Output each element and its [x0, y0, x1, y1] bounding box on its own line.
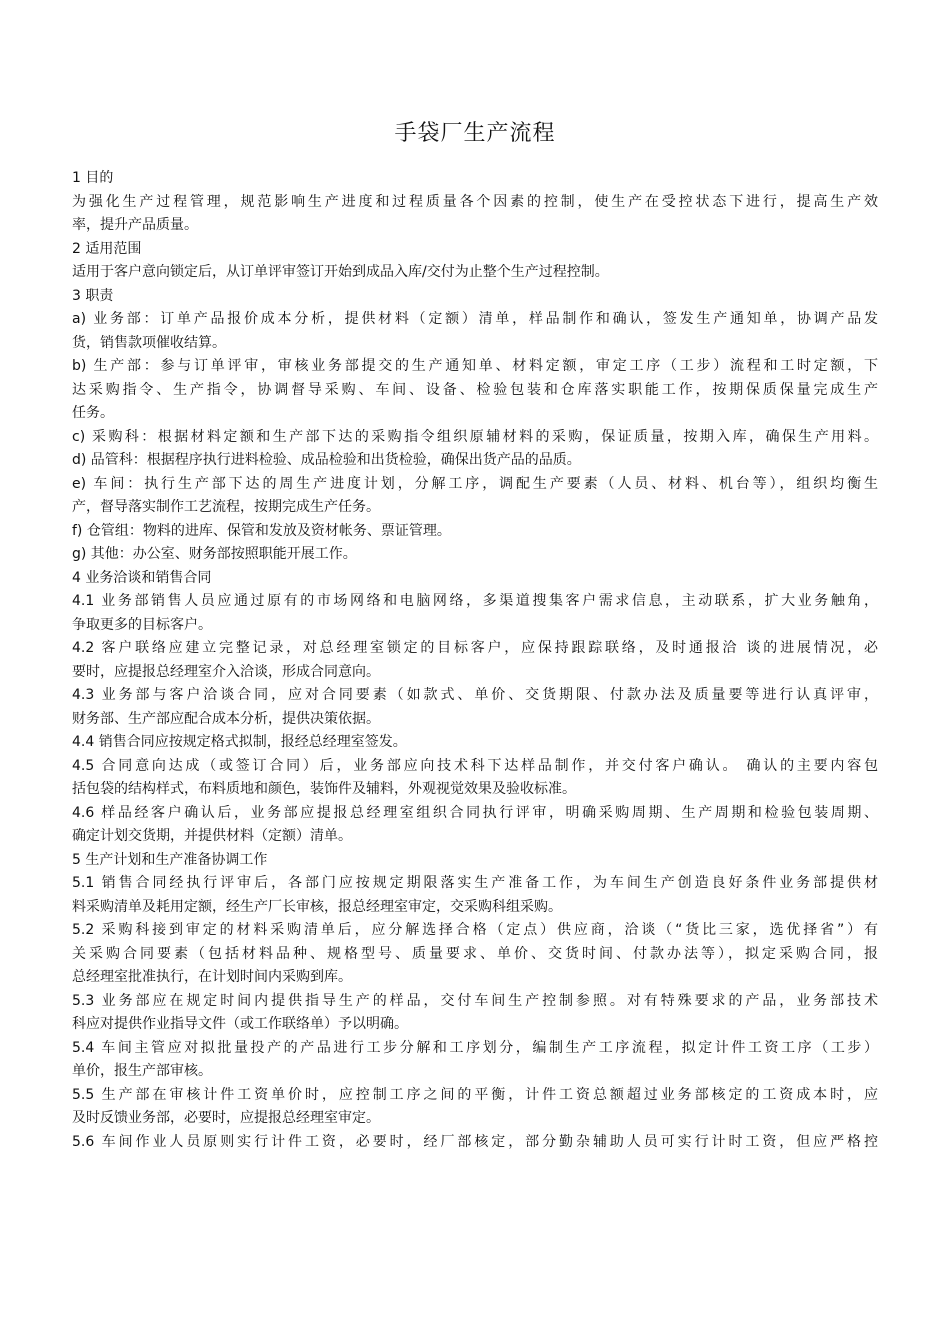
text-line: 4.1 业务部销售人员应通过原有的市场网络和电脑网络，多渠道搜集客户需求信息，主动联系，扩大业务触角，	[72, 593, 878, 609]
text-line: e) 车间：执行生产部下达的周生产进度计划，分解工序，调配生产要素（人员、材料、机台等），组织均衡生	[72, 475, 878, 492]
text-line: 总经理室批准执行，在计划时间内采购到库。	[72, 969, 352, 985]
text-line: b) 生产部：参与订单评审，审核业务部提交的生产通知单、材料定额，审定工序（工步）流程和工时定额，下	[72, 358, 878, 374]
text-line: 财务部、生产部应配合成本分析，提供决策依据。	[72, 710, 380, 727]
text-line: 为强化生产过程管理，规范影响生产进度和过程质量各个因素的控制，使生产在受控状态下进行，提高生产效	[72, 193, 878, 210]
text-line: 料采购清单及耗用定额，经生产厂长审核，报总经理室审定，交采购科组采购。	[72, 898, 562, 915]
text-line: 及时反馈业务部，必要时，应提报总经理室审定。	[72, 1110, 380, 1126]
text-line: 确定计划交货期，并提供材料（定额）清单。	[72, 828, 352, 844]
text-line: 5.4 车间主管应对拟批量投产的产品进行工步分解和工序划分，编制生产工序流程，拟定计件工资工序（工步）	[72, 1039, 878, 1056]
text-line: 4.5 合同意向达成（或签订合同）后，业务部应向技术科下达样品制作，并交付客户确认。 确认的主要内容包	[72, 757, 878, 774]
text-line: 4.2 客户联络应建立完整记录，对总经理室锁定的目标客户，应保持跟踪联络，及时通报洽 谈的进展情况，必	[72, 640, 878, 656]
text-line: g) 其他：办公室、财务部按照职能开展工作。	[72, 546, 357, 562]
text-line: 2 适用范围	[72, 240, 142, 257]
text-line: 4.6 样品经客户确认后，业务部应提报总经理室组织合同执行评审，明确采购周期、生产周期和检验包装周期、	[72, 804, 878, 821]
text-line: 4 业务洽谈和销售合同	[72, 569, 212, 586]
text-line: 5.3 业务部应在规定时间内提供指导生产的样品，交付车间生产控制参照。对有特殊要求的产品，业务部技术	[72, 992, 878, 1009]
document-body	[72, 167, 878, 1154]
text-line: 关采购合同要素（包括材料品种、规格型号、质量要求、单价、交货时间、付款办法等），拟定采购合同，报	[72, 945, 878, 962]
text-line: c) 采购科：根据材料定额和生产部下达的采购指令组织原辅材料的采购，保证质量，按期入库，确保生产用料。	[72, 428, 878, 445]
text-line: 4.4 销售合同应按规定格式拟制，报经总经理室签发。	[72, 734, 407, 750]
text-line: 产，督导落实制作工艺流程，按期完成生产任务。	[72, 499, 380, 515]
text-line: 5 生产计划和生产准备协调工作	[72, 851, 268, 868]
text-line: 5.6 车间作业人员原则实行计件工资，必要时，经厂部核定，部分勤杂辅助人员可实行计时工资，但应严格控	[72, 1133, 878, 1150]
text-line: 科应对提供作业指导文件（或工作联络单）予以明确。	[72, 1016, 408, 1032]
text-line: 5.2 采购科接到审定的材料采购清单后，应分解选择合格（定点）供应商，洽谈（“货比三家，选优择省”）有	[72, 922, 878, 938]
text-line: 货，销售款项催收结算。	[72, 334, 226, 351]
text-line: 要时，应提报总经理室介入洽谈，形成合同意向。	[72, 663, 380, 680]
text-line: 适用于客户意向锁定后，从订单评审签订开始到成品入库/交付为止整个生产过程控制。	[72, 264, 609, 280]
text-line: 4.3 业务部与客户洽谈合同，应对合同要素（如款式、单价、交货期限、付款办法及质量要等进行认真评审，	[72, 687, 878, 703]
text-line: 1 目的	[72, 170, 114, 186]
text-line: 任务。	[72, 405, 114, 421]
text-line: 争取更多的目标客户。	[72, 616, 212, 633]
text-line: 括包袋的结构样式，布料质地和颜色，装饰件及辅料，外观视觉效果及验收标准。	[72, 781, 576, 797]
text-line: 5.1 销售合同经执行评审后，各部门应按规定期限落实生产准备工作，为车间生产创造良好条件业务部提供材	[72, 875, 878, 891]
text-line: 3 职责	[72, 287, 114, 304]
text-line: 单价，报生产部审核。	[72, 1063, 212, 1079]
text-line: 达采购指令、生产指令，协调督导采购、车间、设备、检验包装和仓库落实职能工作，按期保质保量完成生产	[72, 381, 878, 398]
document-title: 手袋厂生产流程	[394, 121, 556, 146]
text-line: f) 仓管组：物料的进库、保管和发放及资材帐务、票证管理。	[72, 522, 451, 539]
text-line: a) 业务部：订单产品报价成本分析，提供材料（定额）清单，样品制作和确认，签发生产通知单，协调产品发	[72, 311, 878, 327]
text-line: d) 品管科：根据程序执行进料检验、成品检验和出货检验，确保出货产品的品质。	[72, 452, 581, 468]
text-line: 5.5 生产部在审核计件工资单价时，应控制工序之间的平衡，计件工资总额超过业务部核定的工资成本时，应	[72, 1086, 878, 1103]
text-line: 率，提升产品质量。	[72, 217, 198, 233]
